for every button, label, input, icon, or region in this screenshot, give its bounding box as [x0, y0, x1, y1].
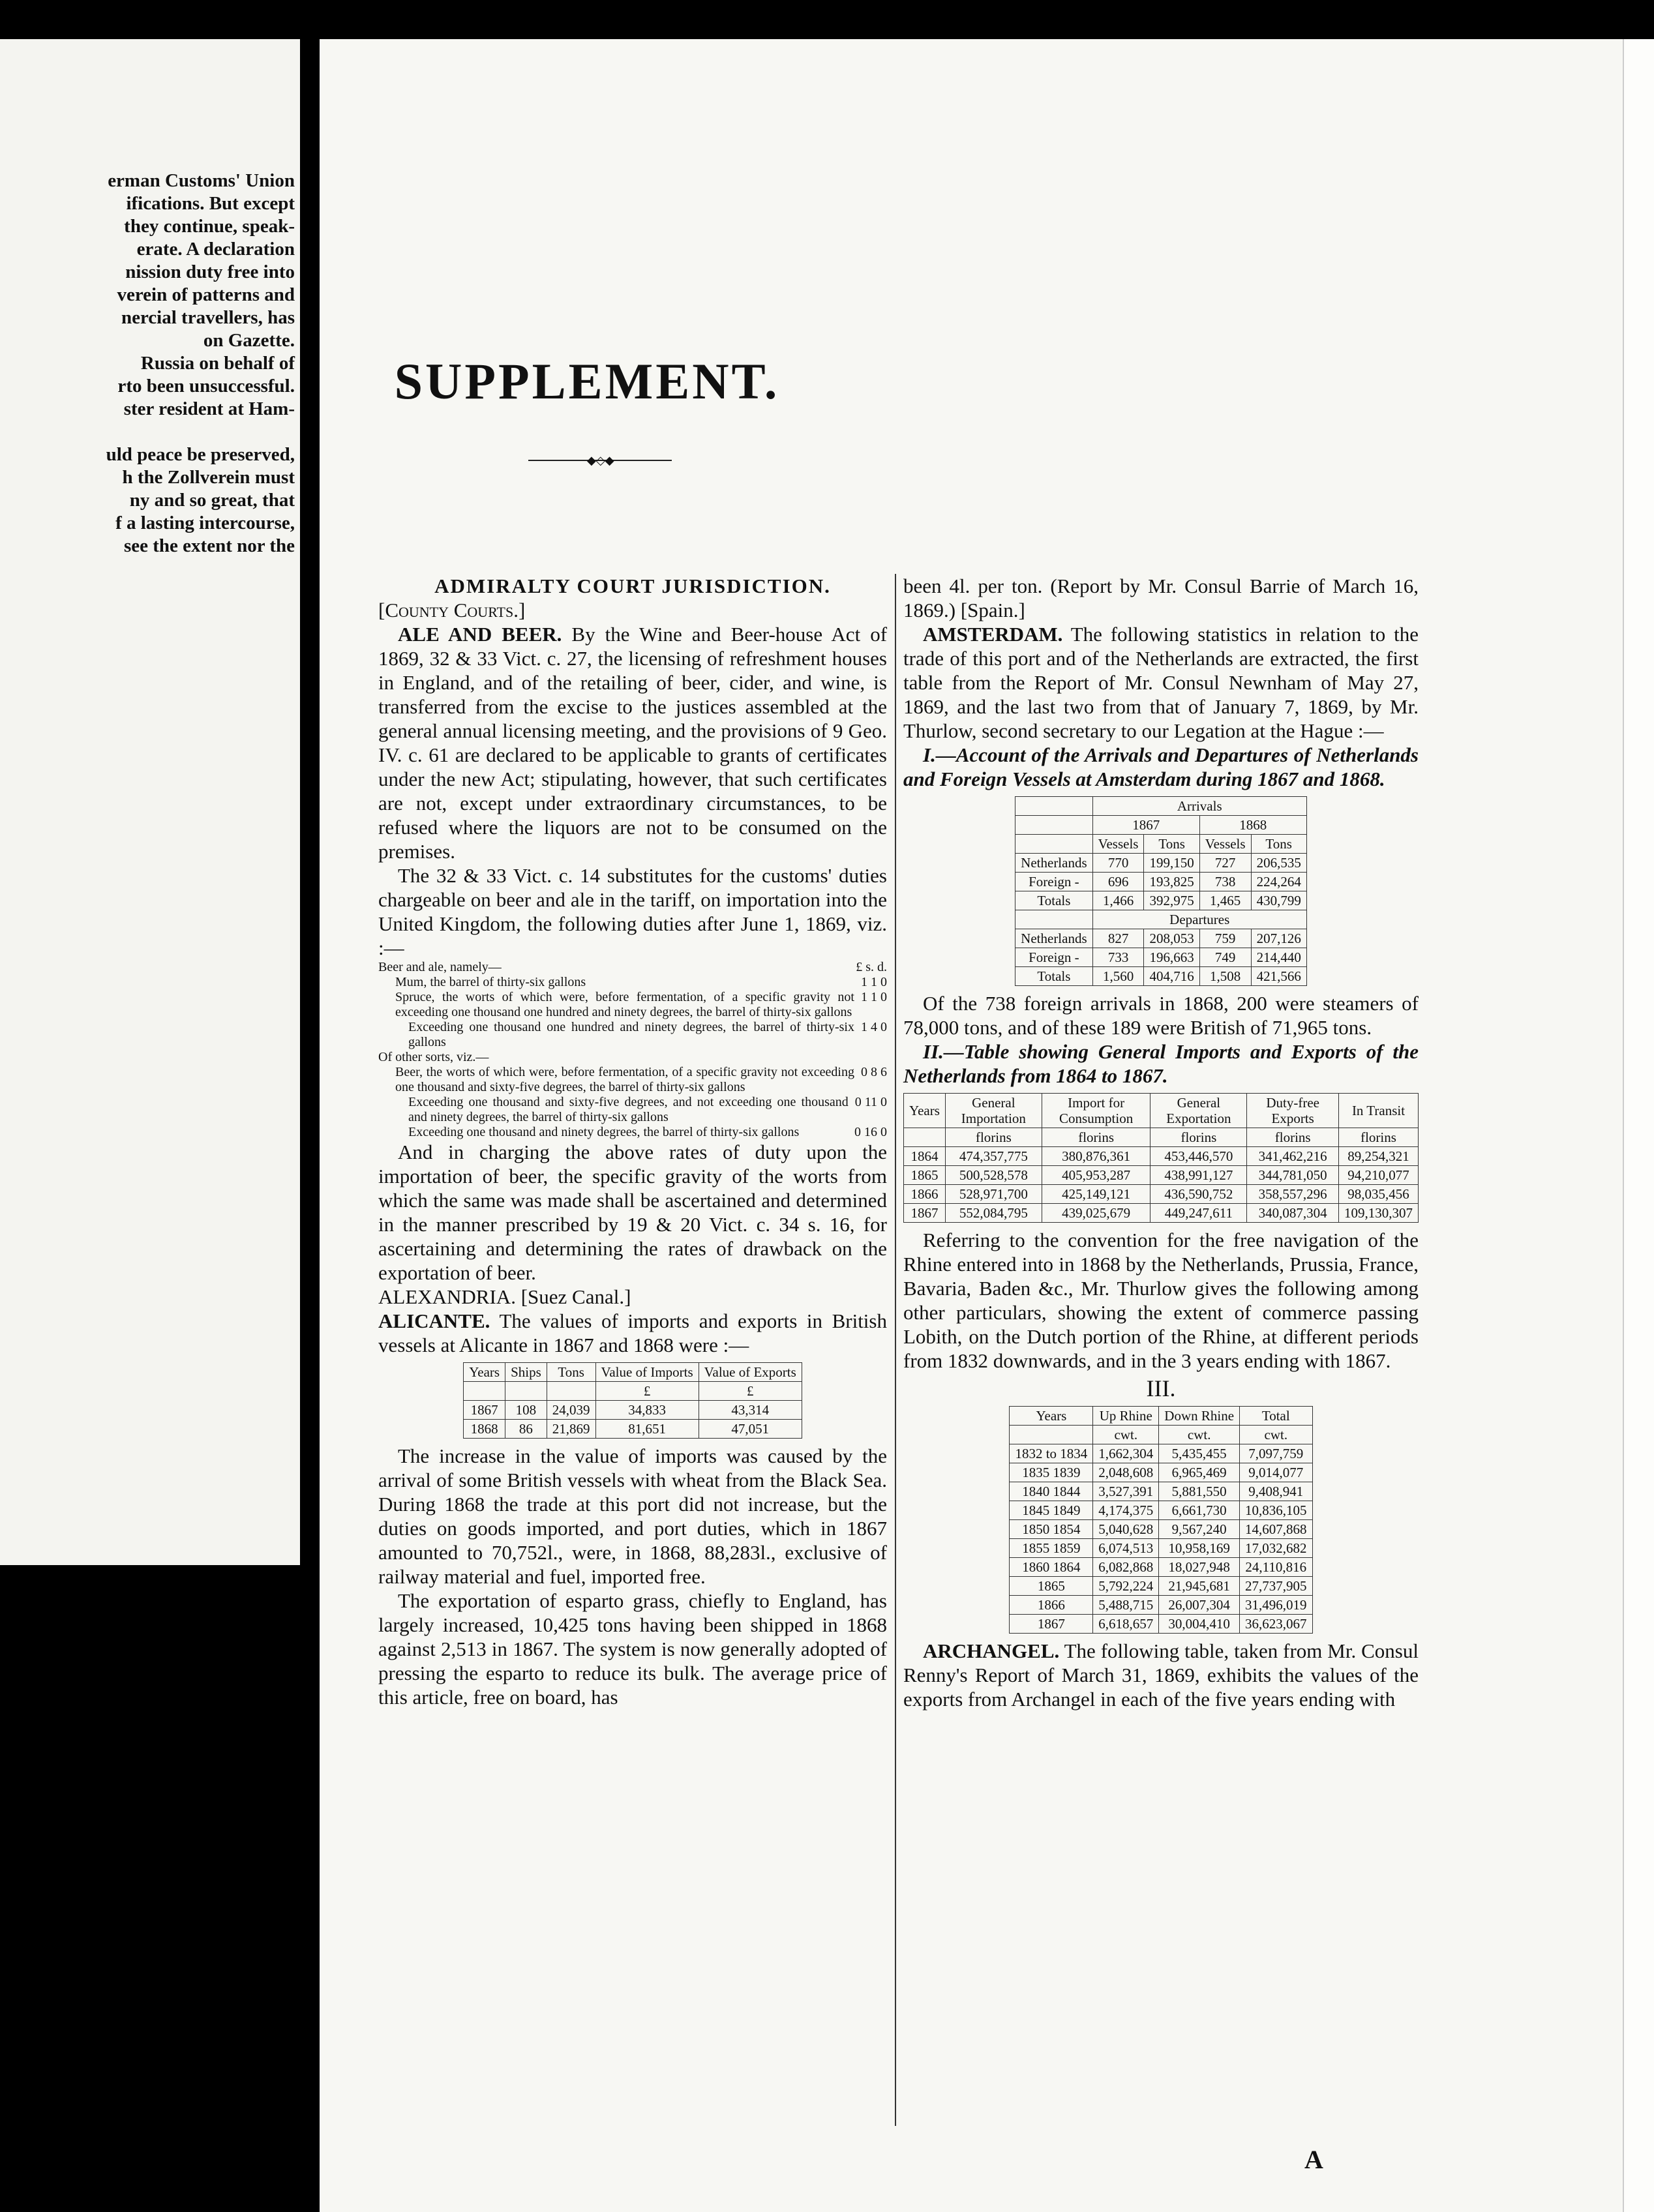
table-header [1015, 835, 1092, 854]
facing-page-line: rto been unsuccessful. [117, 376, 295, 396]
table-cell: 6,661,730 [1159, 1501, 1240, 1520]
facing-page-line: nission duty free into [125, 262, 295, 282]
table-cell: 4,174,375 [1093, 1501, 1159, 1520]
table-header: Value of Imports [595, 1363, 699, 1382]
table-cell: 1835 1839 [1010, 1463, 1093, 1482]
table-header-row [1015, 797, 1307, 816]
duty-text: Exceeding one thousand one hundred and ninety degrees, the barrel of thirty-six gallons [408, 1020, 854, 1049]
table-header-row [1015, 910, 1307, 929]
table-cell: 1866 [904, 1185, 946, 1204]
column-header: Tons [1251, 835, 1306, 854]
table-cell: 380,876,361 [1042, 1147, 1150, 1166]
table-header-row [1010, 1407, 1312, 1426]
alicante-text: The values of imports and exports in British vessels at Alicante in 1867 and 1868 were :— [378, 1309, 887, 1356]
ale-beer-text: By the Wine and Beer-house Act of 1869, 32 & 33 Vict. c. 27, the licensing of refreshment houses in England, and of the retailing of beer, cider, and wine, is transferred from the excise to the justices assembled at the general annual licensing meeting, and the provisions of 9 Geo. IV. c. 61 are declared to be applicable to grants of certificates under the new Act; stipulating, however, that such certificates are not, except under extraordinary circumstances, to be refused where the liquors are not to be consumed on the premises. [378, 623, 888, 863]
table-cell: 207,126 [1251, 929, 1306, 948]
table-header-row [1015, 816, 1307, 835]
archangel-heading: ARCHANGEL. [923, 1639, 1060, 1662]
page-title: SUPPLEMENT. [394, 353, 780, 410]
duty-text: Mum, the barrel of thirty-six gallons [395, 975, 586, 989]
table-cell: 21,869 [547, 1420, 595, 1439]
table-cell: 404,716 [1144, 967, 1199, 986]
table-cell: 89,254,321 [1338, 1147, 1418, 1166]
table-cell: 1864 [904, 1147, 946, 1166]
table-header: Years [1010, 1407, 1093, 1426]
table-cell: 208,053 [1144, 929, 1199, 948]
table-unit [547, 1382, 595, 1401]
table2-caption: II.—Table showing General Imports and Exports of the Netherlands from 1864 to 1867. [903, 1040, 1419, 1087]
table-cell: Netherlands [1015, 854, 1092, 873]
table-header: Tons [547, 1363, 595, 1382]
table-cell: 1867 [904, 1204, 946, 1223]
amsterdam-text: The following statistics in relation to the trade of this port and of the Netherlands are extracted, the first table from the Report of Mr. Consul Newnham of May 27, 1869, and the last two from that of January 7, 1869, by Mr. Thurlow, second secretary to our Legation at the Hague :— [903, 623, 1419, 742]
facing-page-line: f a lasting intercourse, [115, 513, 295, 533]
left-column [378, 574, 887, 1709]
table-cell: 827 [1092, 929, 1144, 948]
facing-page-line: nercial travellers, has [121, 307, 295, 328]
table-cell: 6,074,513 [1093, 1539, 1159, 1558]
charging-text: And in charging the above rates of duty upon the importation of beer, the specific gravity of the worts from which the same was made shall be ascertained and determined in the manner prescribed by 19 & 20 Vict. c. 34 s. 16, for ascertaining and determining the rates of drawback on the exportation of beer. [378, 1141, 887, 1284]
duty-row [378, 1050, 887, 1065]
table-cell: 474,357,775 [945, 1147, 1042, 1166]
table-cell: 1850 1854 [1010, 1520, 1093, 1539]
table-cell: 21,945,681 [1159, 1577, 1240, 1596]
foreign-arrivals-text: Of the 738 foreign arrivals in 1868, 200 were steamers of 78,000 tons, and of these 189 were British of 71,965 tons. [903, 992, 1419, 1039]
table-unit: cwt. [1240, 1426, 1313, 1444]
table-cell: 6,618,657 [1093, 1615, 1159, 1634]
table-header-row [904, 1094, 1419, 1128]
table-cell: 1,560 [1092, 967, 1144, 986]
facing-page-fragment [0, 39, 300, 1565]
table-cell: 1865 [904, 1166, 946, 1185]
table-cell: Foreign - [1015, 873, 1092, 891]
rhine-commerce-table [1009, 1406, 1312, 1634]
facing-page-line: ifications. But except [126, 193, 295, 214]
duty-text: Of other sorts, viz.— [378, 1050, 489, 1064]
table-cell: 17,032,682 [1240, 1539, 1313, 1558]
duty-row [378, 990, 887, 1020]
table-cell: 552,084,795 [945, 1204, 1042, 1223]
table-cell: 436,590,752 [1150, 1185, 1247, 1204]
book-gutter [300, 0, 320, 2212]
table-cell: 10,958,169 [1159, 1539, 1240, 1558]
table-unit: cwt. [1093, 1426, 1159, 1444]
continued-text: been 4l. per ton. (Report by Mr. Consul Barrie of March 16, 1869.) [Spain.] [903, 575, 1419, 621]
facing-page-line: see the extent nor the [123, 535, 295, 556]
table-cell: 1,466 [1092, 891, 1144, 910]
facing-page-line: verein of patterns and [117, 284, 295, 305]
table-cell: 1855 1859 [1010, 1539, 1093, 1558]
table-cell: 26,007,304 [1159, 1596, 1240, 1615]
table-cell: 696 [1092, 873, 1144, 891]
table-cell: 18,027,948 [1159, 1558, 1240, 1577]
facing-page-line: on Gazette. [203, 330, 295, 351]
duty-text: Exceeding one thousand and ninety degrees, the barrel of thirty-six gallons [408, 1125, 800, 1139]
table-unit [1010, 1426, 1093, 1444]
table-cell: 1832 to 1834 [1010, 1444, 1093, 1463]
year-header: 1868 [1199, 816, 1306, 835]
table-unit: florins [1338, 1128, 1418, 1147]
facing-page-line: uld peace be preserved, [106, 444, 295, 465]
table-unit: £ [595, 1382, 699, 1401]
imports-exports-table [903, 1093, 1419, 1223]
amsterdam-heading: AMSTERDAM. [923, 623, 1063, 646]
table-cell: 98,035,456 [1338, 1185, 1418, 1204]
duty-row [378, 1020, 887, 1050]
departures-header: Departures [1092, 910, 1306, 929]
county-courts-ref: [County Courts.] [378, 599, 526, 621]
table-cell: 43,314 [699, 1401, 802, 1420]
table-cell: 47,051 [699, 1420, 802, 1439]
table-row [904, 1147, 1419, 1166]
table-unit: cwt. [1159, 1426, 1240, 1444]
table-header: Down Rhine [1159, 1407, 1240, 1426]
table-row [1015, 891, 1307, 910]
table-cell: 430,799 [1251, 891, 1306, 910]
table-row [464, 1420, 802, 1439]
table-row [1010, 1501, 1312, 1520]
table-cell: 358,557,296 [1247, 1185, 1339, 1204]
facing-page-line: Russia on behalf of [140, 353, 295, 374]
table-cell: 10,836,105 [1240, 1501, 1313, 1520]
catchword: A [1304, 2145, 1323, 2174]
table-cell: 9,567,240 [1159, 1520, 1240, 1539]
table-unit-row [1010, 1426, 1312, 1444]
table-cell: 36,623,067 [1240, 1615, 1313, 1634]
table-cell: 5,488,715 [1093, 1596, 1159, 1615]
table-header: General Importation [945, 1094, 1042, 1128]
table-cell: Foreign - [1015, 948, 1092, 967]
table-unit-row [904, 1128, 1419, 1147]
table-row [1010, 1539, 1312, 1558]
table-unit [505, 1382, 547, 1401]
table-cell: 6,082,868 [1093, 1558, 1159, 1577]
table-cell: 500,528,578 [945, 1166, 1042, 1185]
table-unit: florins [1042, 1128, 1150, 1147]
table-cell: 733 [1092, 948, 1144, 967]
table-cell: 421,566 [1251, 967, 1306, 986]
table-row [1010, 1596, 1312, 1615]
table-cell: 30,004,410 [1159, 1615, 1240, 1634]
table-unit: florins [945, 1128, 1042, 1147]
table-cell: Netherlands [1015, 929, 1092, 948]
table-row [1015, 854, 1307, 873]
archangel-text: The following table, taken from Mr. Consul Renny's Report of March 31, 1869, exhibits the values of the exports from Archangel in each of the five years ending with [903, 1639, 1419, 1711]
table-cell: 1840 1844 [1010, 1482, 1093, 1501]
table-header: Years [904, 1094, 946, 1128]
alicante-table [463, 1362, 802, 1439]
table-row [1015, 948, 1307, 967]
table-row [1010, 1444, 1312, 1463]
table1-caption: I.—Account of the Arrivals and Departures of Netherlands and Foreign Vessels at Amsterdam during 1867 and 1868. [903, 743, 1419, 790]
admiralty-heading: ADMIRALTY COURT JURISDICTION. [434, 575, 831, 597]
table-cell: 206,535 [1251, 854, 1306, 873]
column-header: Vessels [1092, 835, 1144, 854]
table-cell: 224,264 [1251, 873, 1306, 891]
table-row [1010, 1615, 1312, 1634]
table-cell: 438,991,127 [1150, 1166, 1247, 1185]
table-row [1010, 1558, 1312, 1577]
table-cell: 7,097,759 [1240, 1444, 1313, 1463]
table-header: General Exportation [1150, 1094, 1247, 1128]
table-cell: 14,607,868 [1240, 1520, 1313, 1539]
divider-ornament-icon: ◆◇◆ [587, 454, 614, 467]
table-header: Value of Exports [699, 1363, 802, 1382]
duty-amount: 0 11 0 [854, 1095, 887, 1109]
duty-row [378, 975, 887, 990]
table-header [1015, 816, 1092, 835]
table-cell: 425,149,121 [1042, 1185, 1150, 1204]
right-column [903, 574, 1419, 1711]
esparto-text: The exportation of esparto grass, chiefly to England, has largely increased, 10,425 tons having been shipped in 1868 against 2,513 in 1867. The system is now generally adopted of pressing the esparto to reduce its bulk. The average price of this article, free on board, has [378, 1589, 887, 1709]
table3-title: III. [1146, 1375, 1176, 1401]
lsd-header: £ s. d. [856, 960, 887, 974]
table-row [1015, 873, 1307, 891]
table-cell: 344,781,050 [1247, 1166, 1339, 1185]
column-rule [895, 574, 896, 2126]
duty-amount: 0 8 6 [861, 1065, 887, 1079]
arrivals-header: Arrivals [1092, 797, 1306, 816]
table-cell: Totals [1015, 967, 1092, 986]
table-cell: 24,039 [547, 1401, 595, 1420]
table-cell: 34,833 [595, 1401, 699, 1420]
arrivals-departures-table [1015, 796, 1307, 986]
table-cell: Totals [1015, 891, 1092, 910]
table-unit: florins [1247, 1128, 1339, 1147]
page-edge [1623, 39, 1654, 2212]
table-unit: £ [699, 1382, 802, 1401]
table-cell: 453,446,570 [1150, 1147, 1247, 1166]
table-header: Duty-free Exports [1247, 1094, 1339, 1128]
table-header: Total [1240, 1407, 1313, 1426]
table-row [1015, 967, 1307, 986]
duty-row [378, 1095, 887, 1125]
rhine-text: Referring to the convention for the free navigation of the Rhine entered into in 1868 by the Netherlands, Prussia, France, Bavaria, Baden &c., Mr. Thurlow gives the following among other particulars, showing the extent of commerce passing Lobith, on the Dutch portion of the Rhine, at different periods from 1832 downwards, and in the 3 years ending with 1867. [903, 1229, 1419, 1372]
table-unit-row [464, 1382, 802, 1401]
table-cell: 759 [1199, 929, 1251, 948]
table-header [1015, 797, 1092, 816]
table-cell: 81,651 [595, 1420, 699, 1439]
table-unit [464, 1382, 505, 1401]
duties-text: The 32 & 33 Vict. c. 14 substitutes for the customs' duties chargeable on beer and ale in the tariff, on importation into the United Kingdom, the following duties after June 1, 1869, viz. :— [378, 864, 887, 959]
table-cell: 405,953,287 [1042, 1166, 1150, 1185]
table-cell: 193,825 [1144, 873, 1199, 891]
ale-beer-heading: ALE AND BEER. [398, 623, 562, 646]
duty-amount: 1 4 0 [861, 1020, 887, 1034]
table-cell: 2,048,608 [1093, 1463, 1159, 1482]
table-unit [904, 1128, 946, 1147]
table-cell: 24,110,816 [1240, 1558, 1313, 1577]
facing-page-line [8, 421, 295, 443]
table-cell: 1,508 [1199, 967, 1251, 986]
table-cell: 1,662,304 [1093, 1444, 1159, 1463]
table-cell: 449,247,611 [1150, 1204, 1247, 1223]
facing-page-line: they continue, speak- [124, 216, 295, 237]
alexandria-heading: ALEXANDRIA. [Suez Canal.] [378, 1285, 631, 1308]
table-cell: 94,210,077 [1338, 1166, 1418, 1185]
year-header: 1867 [1092, 816, 1199, 835]
table-cell: 528,971,700 [945, 1185, 1042, 1204]
table-header: Ships [505, 1363, 547, 1382]
duty-text: Beer, the worts of which were, before fermentation, of a specific gravity not exceeding one thousand and sixty-five degrees, the barrel of thirty-six gallons [395, 1065, 854, 1094]
duties-header: Beer and ale, namely— [378, 960, 502, 974]
table-row [904, 1185, 1419, 1204]
table-row [904, 1166, 1419, 1185]
facing-page-line: erate. A declaration [136, 239, 295, 260]
table-cell: 1860 1864 [1010, 1558, 1093, 1577]
table-cell: 108 [505, 1401, 547, 1420]
table-header: Years [464, 1363, 505, 1382]
table-row [904, 1204, 1419, 1223]
duty-text: Spruce, the worts of which were, before fermentation, of a specific gravity not exceeding one thousand one hundred and ninety degrees, the barrel of thirty-six gallons [395, 990, 854, 1019]
facing-page-line: erman Customs' Union [108, 170, 295, 191]
table-row [1010, 1577, 1312, 1596]
duty-row [378, 1125, 887, 1140]
table-cell: 727 [1199, 854, 1251, 873]
table-cell: 392,975 [1144, 891, 1199, 910]
table-cell: 5,040,628 [1093, 1520, 1159, 1539]
table-cell: 31,496,019 [1240, 1596, 1313, 1615]
table-header-row [1015, 835, 1307, 854]
table-cell: 1,465 [1199, 891, 1251, 910]
duty-amount: 1 1 0 [861, 975, 887, 989]
duty-amount: 1 1 0 [861, 990, 887, 1004]
table-cell: 1867 [1010, 1615, 1093, 1634]
table-cell: 749 [1199, 948, 1251, 967]
table-row [1010, 1463, 1312, 1482]
table-cell: 109,130,307 [1338, 1204, 1418, 1223]
table-cell: 1865 [1010, 1577, 1093, 1596]
table-cell: 439,025,679 [1042, 1204, 1150, 1223]
duty-amount: 0 16 0 [854, 1125, 887, 1139]
table-unit: florins [1150, 1128, 1247, 1147]
table-cell: 3,527,391 [1093, 1482, 1159, 1501]
table-cell: 5,792,224 [1093, 1577, 1159, 1596]
column-header: Vessels [1199, 835, 1251, 854]
facing-page-line: h the Zollverein must [122, 467, 295, 488]
facing-page-line: ster resident at Ham- [123, 398, 295, 419]
increase-text: The increase in the value of imports was caused by the arrival of some British vessels with wheat from the Black Sea. During 1868 the trade at this port did not increase, but the duties on goods imported, and port duties, which in 1867 amounted to 70,752l., were, in 1868, 88,283l., exclusive of railway material and fuel, imported free. [378, 1444, 887, 1588]
table-header-row [464, 1363, 802, 1382]
table-row [1010, 1520, 1312, 1539]
table-cell: 341,462,216 [1247, 1147, 1339, 1166]
table-cell: 86 [505, 1420, 547, 1439]
table-cell: 1845 1849 [1010, 1501, 1093, 1520]
table-header: Up Rhine [1093, 1407, 1159, 1426]
duty-text: Exceeding one thousand and sixty-five degrees, and not exceeding one thousand and ninety degrees, the barrel of thirty-six gallons [408, 1095, 849, 1124]
alicante-heading: ALICANTE. [378, 1309, 490, 1332]
table-cell: 5,435,455 [1159, 1444, 1240, 1463]
table-cell: 196,663 [1144, 948, 1199, 967]
table-cell: 5,881,550 [1159, 1482, 1240, 1501]
table-cell: 1868 [464, 1420, 505, 1439]
table-cell: 214,440 [1251, 948, 1306, 967]
table-cell: 770 [1092, 854, 1144, 873]
table-row [1015, 929, 1307, 948]
table-cell: 9,408,941 [1240, 1482, 1313, 1501]
table-cell: 27,737,905 [1240, 1577, 1313, 1596]
facing-page-line: ny and so great, that [129, 490, 295, 511]
table-row [1010, 1482, 1312, 1501]
table-row [464, 1401, 802, 1420]
table-cell: 199,150 [1144, 854, 1199, 873]
table-cell: 340,087,304 [1247, 1204, 1339, 1223]
table-cell: 6,965,469 [1159, 1463, 1240, 1482]
table-cell: 738 [1199, 873, 1251, 891]
column-header: Tons [1144, 835, 1199, 854]
duty-row [378, 1065, 887, 1095]
table-header [1015, 910, 1092, 929]
table-header: Import for Consumption [1042, 1094, 1150, 1128]
duties-list [378, 960, 887, 1140]
table-header: In Transit [1338, 1094, 1418, 1128]
table-cell: 9,014,077 [1240, 1463, 1313, 1482]
table-cell: 1867 [464, 1401, 505, 1420]
table-cell: 1866 [1010, 1596, 1093, 1615]
